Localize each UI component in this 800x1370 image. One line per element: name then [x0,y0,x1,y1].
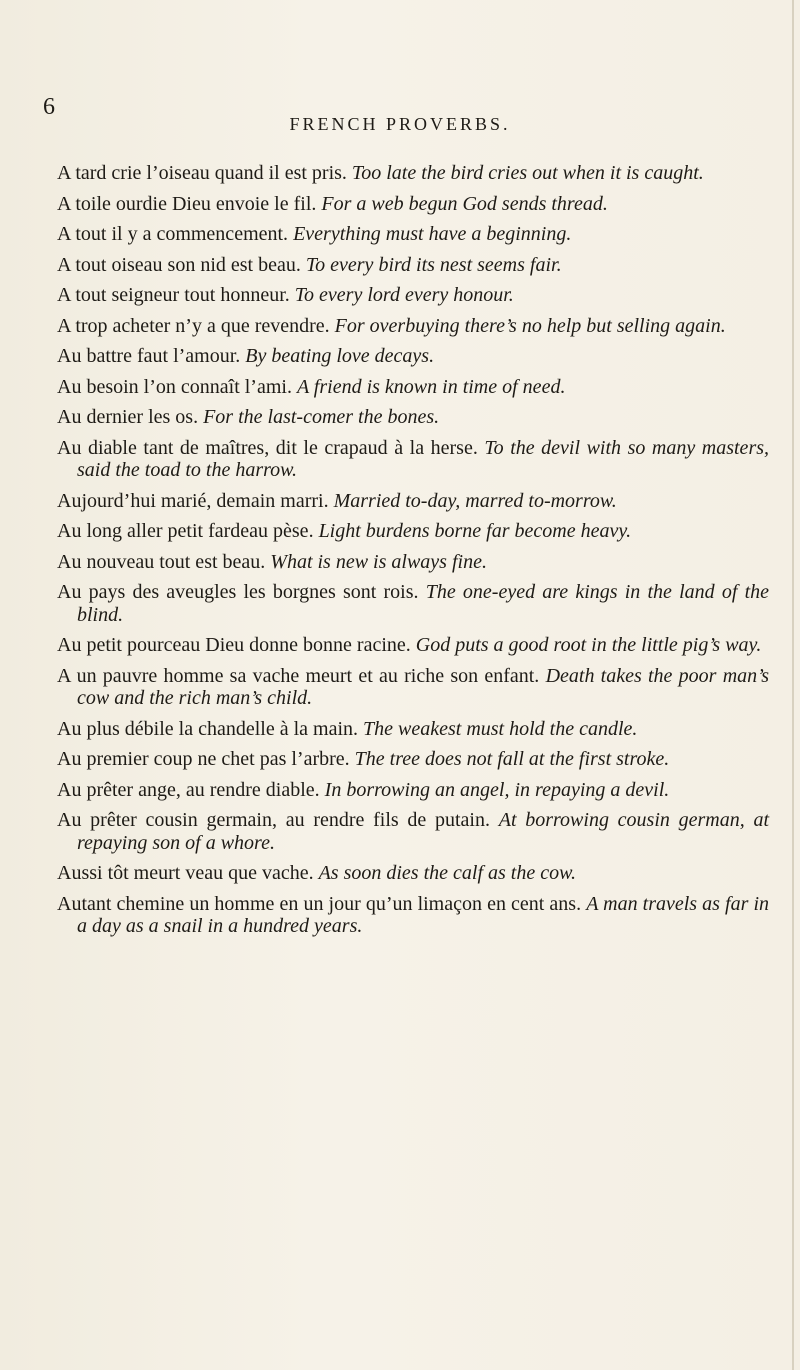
english-translation: As soon dies the calf as the cow. [318,862,576,884]
proverb-entry [57,581,769,626]
english-translation: To the devil with so many masters, said the toad to the harrow. [77,436,770,481]
french-proverb: Au petit pourceau Dieu donne bonne racine. [57,634,411,656]
english-translation: Light burdens borne far become heavy. [318,520,632,542]
english-translation: God puts a good root in the little pig’s way. [415,634,762,656]
french-proverb: Au nouveau tout est beau. [57,550,266,573]
proverb-entry [57,779,769,802]
french-proverb: A tout oiseau son nid est beau. [57,253,301,276]
french-proverb: Aujourd’hui marié, demain marri. [57,489,329,512]
proverb-entry [57,551,769,574]
proverb-entry [57,223,769,246]
english-translation: At borrowing cousin german, at repaying son of a whore. [77,809,770,854]
proverb-entry [57,254,769,277]
proverb-entry [57,437,769,482]
french-proverb: A toile ourdie Dieu envoie le fil. [57,192,317,215]
proverb-entry [57,893,769,938]
english-translation: A friend is known in time of need. [296,375,566,398]
french-proverb: Au plus débile la chandelle à la main. [57,717,359,740]
proverb-list [57,162,769,946]
running-title: FRENCH PROVERBS. [289,114,511,134]
proverb-entry [57,520,769,543]
french-proverb: Au prêter ange, au rendre diable. [57,778,320,801]
english-translation: For a web begun God sends thread. [321,192,608,215]
proverb-entry [57,376,769,399]
french-proverb: A tout il y a commencement. [57,223,289,245]
english-translation: By beating love decays. [245,345,435,367]
french-proverb: Au premier coup ne chet pas l’arbre. [57,748,350,770]
proverb-entry [57,345,769,368]
french-proverb: A tard crie l’oiseau quand il est pris. [57,162,347,184]
proverb-entry [57,284,769,307]
french-proverb: Au long aller petit fardeau pèse. [57,520,314,542]
french-proverb: A un pauvre homme sa vache meurt et au riche son enfant. [57,664,540,687]
english-translation: Everything must have a beginning. [293,223,572,245]
english-translation: Married to-day, marred to-morrow. [333,489,617,512]
french-proverb: Au diable tant de maîtres, dit le crapaud à la herse. [57,436,478,459]
page-edge [792,0,794,1370]
french-proverb: Au prêter cousin germain, au rendre fils de putain. [57,809,490,831]
english-translation: Death takes the poor man’s cow and the rich man’s child. [77,664,769,709]
french-proverb: A tout seigneur tout honneur. [57,284,290,306]
french-proverb: Au besoin l’on connaît l’ami. [57,375,292,398]
proverb-entry [57,193,769,216]
english-translation: To every lord every honour. [294,284,514,306]
french-proverb: Au battre faut l’amour. [57,345,241,367]
english-translation: For overbuying there’s no help but selling again. [334,314,726,337]
french-proverb: Autant chemine un homme en un jour qu’un limaçon en cent ans. [57,892,582,915]
french-proverb: A trop acheter n’y a que revendre. [57,314,330,337]
proverb-entry [57,406,769,429]
proverb-entry [57,862,769,885]
french-proverb: Aussi tôt meurt veau que vache. [57,862,314,884]
french-proverb: Au pays des aveugles les borgnes sont rois. [57,581,419,603]
proverb-entry [57,665,769,710]
english-translation: In borrowing an angel, in repaying a devil. [324,778,670,801]
proverb-entry [57,634,769,657]
french-proverb: Au dernier les os. [57,406,199,428]
proverb-entry [57,748,769,771]
proverb-entry [57,490,769,513]
english-translation: For the last-comer the bones. [203,406,440,428]
english-translation: To every bird its nest seems fair. [305,253,562,276]
proverb-entry [57,162,769,185]
page-number: 6 [43,94,55,120]
proverb-entry [57,809,769,854]
english-translation: The tree does not fall at the first stroke. [354,748,670,770]
english-translation: The weakest must hold the candle. [363,717,638,740]
english-translation: A man travels as far in a day as a snail in a hundred years. [77,892,770,937]
english-translation: Too late the bird cries out when it is caught. [351,162,704,184]
english-translation: The one-eyed are kings in the land of the blind. [77,581,770,626]
proverb-entry [57,718,769,741]
proverb-entry [57,315,769,338]
english-translation: What is new is always fine. [270,550,487,573]
